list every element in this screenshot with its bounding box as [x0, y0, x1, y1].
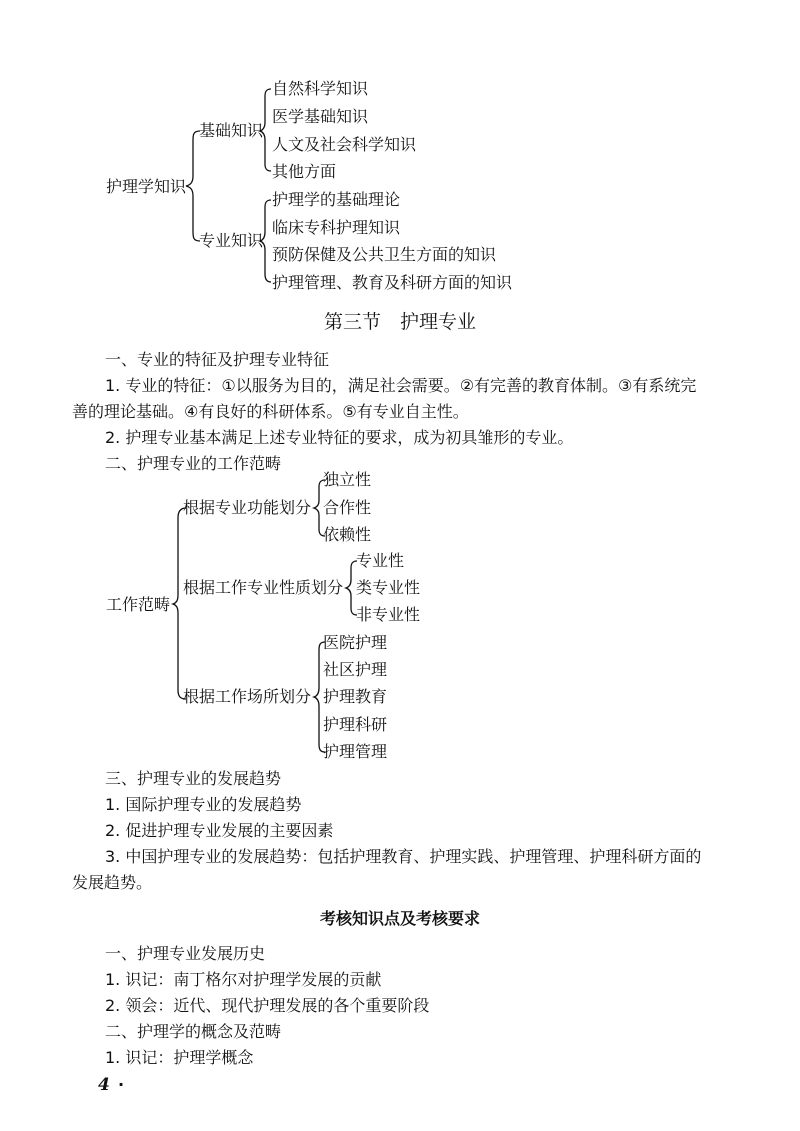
tree1-item: 临床专科护理知识	[272, 218, 401, 237]
tree1-item: 护理学的基础理论	[272, 190, 401, 209]
list-item: 发展趋势。	[72, 873, 153, 892]
section-heading: 三、护理专业的发展趋势	[105, 769, 282, 788]
tree2-root: 工作范畴	[106, 595, 171, 614]
tree2-item: 专业性	[356, 551, 405, 570]
tree1-group-basic: 基础知识	[199, 121, 264, 140]
paragraph-line: 1. 专业的特征：①以服务为目的，满足社会需要。②有完善的教育体制。③有系统完	[105, 376, 697, 395]
tree2-item: 护理科研	[323, 715, 388, 734]
section-title: 第三节 护理专业	[323, 311, 476, 333]
tree2-item: 合作性	[323, 498, 372, 517]
tree2-item: 医院护理	[323, 633, 388, 652]
tree1-root: 护理学知识	[106, 177, 187, 196]
tree2-item: 非专业性	[356, 605, 421, 624]
page-number: 4	[98, 1075, 110, 1095]
list-item: 1. 识记：南丁格尔对护理学发展的贡献	[105, 970, 382, 989]
tree1-item: 其他方面	[272, 162, 337, 181]
tree2-item: 依赖性	[323, 525, 372, 544]
list-item: 2. 领会：近代、现代护理发展的各个重要阶段	[105, 996, 430, 1015]
section-heading: 一、护理专业发展历史	[105, 944, 266, 963]
exam-title: 考核知识点及考核要求	[319, 909, 480, 928]
tree2-group-place: 根据工作场所划分	[183, 687, 312, 706]
tree1-group-professional: 专业知识	[199, 231, 264, 250]
tree2-item: 社区护理	[323, 660, 388, 679]
paragraph-line: 2. 护理专业基本满足上述专业特征的要求，成为初具雏形的专业。	[105, 428, 574, 447]
tree1-item: 自然科学知识	[272, 79, 369, 98]
tree2-item: 护理教育	[323, 687, 388, 706]
tree1-item: 护理管理、教育及科研方面的知识	[272, 273, 513, 292]
list-item: 1. 国际护理专业的发展趋势	[105, 795, 302, 814]
page-number-dot: ·	[118, 1075, 125, 1094]
section-heading: 一、专业的特征及护理专业特征	[105, 350, 330, 369]
section-heading: 二、护理专业的工作范畴	[105, 454, 282, 473]
tree2-group-function: 根据专业功能划分	[183, 498, 312, 517]
paragraph-line: 善的理论基础。④有良好的科研体系。⑤有专业自主性。	[72, 402, 469, 421]
tree2-group-nature: 根据工作专业性质划分	[183, 578, 344, 597]
tree2-item: 护理管理	[323, 742, 388, 761]
list-item: 2. 促进护理专业发展的主要因素	[105, 821, 334, 840]
section-heading: 二、护理学的概念及范畴	[105, 1022, 282, 1041]
tree2-item: 类专业性	[356, 578, 421, 597]
tree2-item: 独立性	[323, 470, 372, 489]
list-item: 3. 中国护理专业的发展趋势：包括护理教育、护理实践、护理管理、护理科研方面的	[105, 847, 702, 866]
tree1-item: 人文及社会科学知识	[272, 135, 417, 154]
tree1-item: 预防保健及公共卫生方面的知识	[272, 245, 497, 264]
tree1-item: 医学基础知识	[272, 107, 369, 126]
list-item: 1. 识记：护理学概念	[105, 1048, 254, 1067]
